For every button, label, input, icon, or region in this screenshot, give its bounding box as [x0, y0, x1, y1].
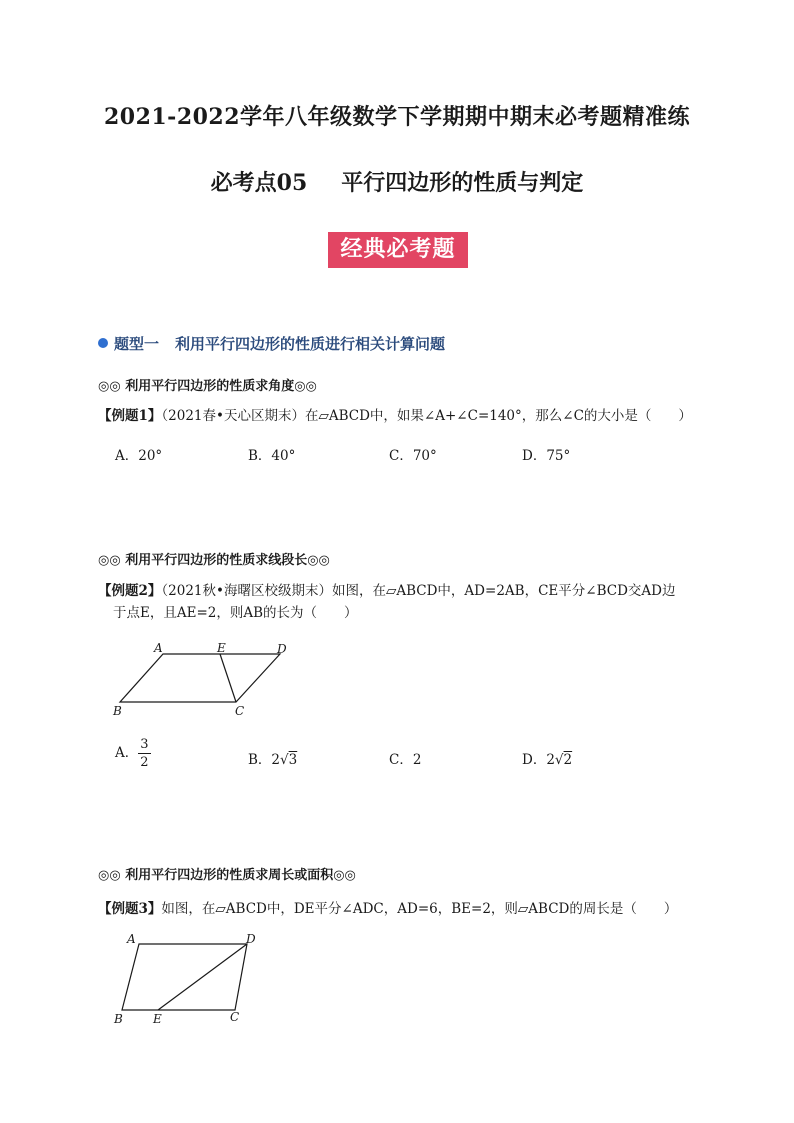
subheading-perimeter-area: ◎◎ 利用平行四边形的性质求周长或面积◎◎: [98, 868, 356, 883]
fraction-numerator: 3: [140, 737, 149, 752]
document-subtitle: [0, 166, 794, 197]
vertex-label-c: C: [235, 704, 245, 718]
q2-option-b-radicand: 3: [288, 752, 298, 768]
question-2-tag: 【例题2】: [98, 583, 162, 599]
question-1-tag: 【例题1】: [98, 408, 162, 424]
vertex-label-d: D: [246, 932, 256, 946]
vertex-label-e: E: [217, 641, 226, 655]
segment-ce: [220, 654, 236, 702]
section-heading: [98, 333, 445, 354]
vertex-label-a: A: [127, 932, 136, 946]
fraction-three-halves: [138, 738, 150, 769]
sqrt-icon: √: [280, 752, 289, 768]
q1-option-c: C．70°: [389, 448, 437, 464]
vertex-label-d: D: [277, 642, 287, 656]
q1-option-d: D．75°: [522, 448, 571, 464]
bullet-dot-icon: [98, 338, 108, 348]
q2-option-b-prefix: B．2: [248, 752, 281, 768]
q2-option-d-radicand: 2: [563, 752, 573, 768]
subtitle-topic: 平行四边形的性质与判定: [341, 170, 584, 196]
q2-option-d-prefix: D．2: [522, 752, 555, 768]
q1-option-a: A．20°: [115, 448, 163, 464]
parallelogram-abcd: [120, 654, 280, 702]
subtitle-point: 必考点05: [210, 170, 308, 196]
q2-option-a: [115, 738, 151, 769]
q2-option-b: [248, 748, 297, 768]
q2-option-c: C．2: [389, 752, 422, 768]
question-2-line1: （2021秋•海曙区校级期末）如图，在▱ABCD中，AD=2AB，CE平分∠BCD交AD边: [161, 583, 676, 599]
q2-option-a-prefix: A．: [115, 745, 139, 761]
parallelogram-figure-3: [108, 926, 268, 1028]
subheading-length: ◎◎ 利用平行四边形的性质求线段长◎◎: [98, 553, 330, 568]
subheading-angle: ◎◎ 利用平行四边形的性质求角度◎◎: [98, 379, 317, 394]
classic-badge: 经典必考题: [328, 232, 468, 268]
vertex-label-a: A: [154, 641, 163, 655]
question-3: [98, 898, 677, 920]
question-3-tag: 【例题3】: [98, 901, 162, 917]
question-2: [98, 580, 675, 602]
fraction-denominator: 2: [140, 755, 149, 770]
vertex-label-b: B: [113, 704, 122, 718]
section-text: 利用平行四边形的性质进行相关计算问题: [175, 335, 446, 353]
q1-option-b: B．40°: [248, 448, 296, 464]
segment-de: [158, 944, 247, 1010]
q2-option-d: [522, 748, 572, 768]
parallelogram-abcd: [122, 944, 247, 1010]
section-label: 题型一: [114, 335, 160, 353]
question-3-text: 如图，在▱ABCD中，DE平分∠ADC，AD=6，BE=2，则▱ABCD的周长是（ ）: [161, 901, 678, 917]
question-1: [98, 405, 692, 427]
vertex-label-e: E: [153, 1012, 162, 1026]
sqrt-icon: √: [554, 752, 564, 768]
vertex-label-b: B: [114, 1012, 123, 1026]
question-1-text: （2021春•天心区期末）在▱ABCD中，如果∠A+∠C=140°，那么∠C的大小是（ ）: [161, 408, 692, 424]
parallelogram-figure-2: [108, 638, 298, 720]
vertex-label-c: C: [230, 1010, 240, 1024]
question-2-line2: 于点E，且AE=2，则AB的长为（ ）: [113, 605, 358, 621]
document-title: 2021-2022学年八年级数学下学期期中期末必考题精准练: [103, 104, 691, 130]
